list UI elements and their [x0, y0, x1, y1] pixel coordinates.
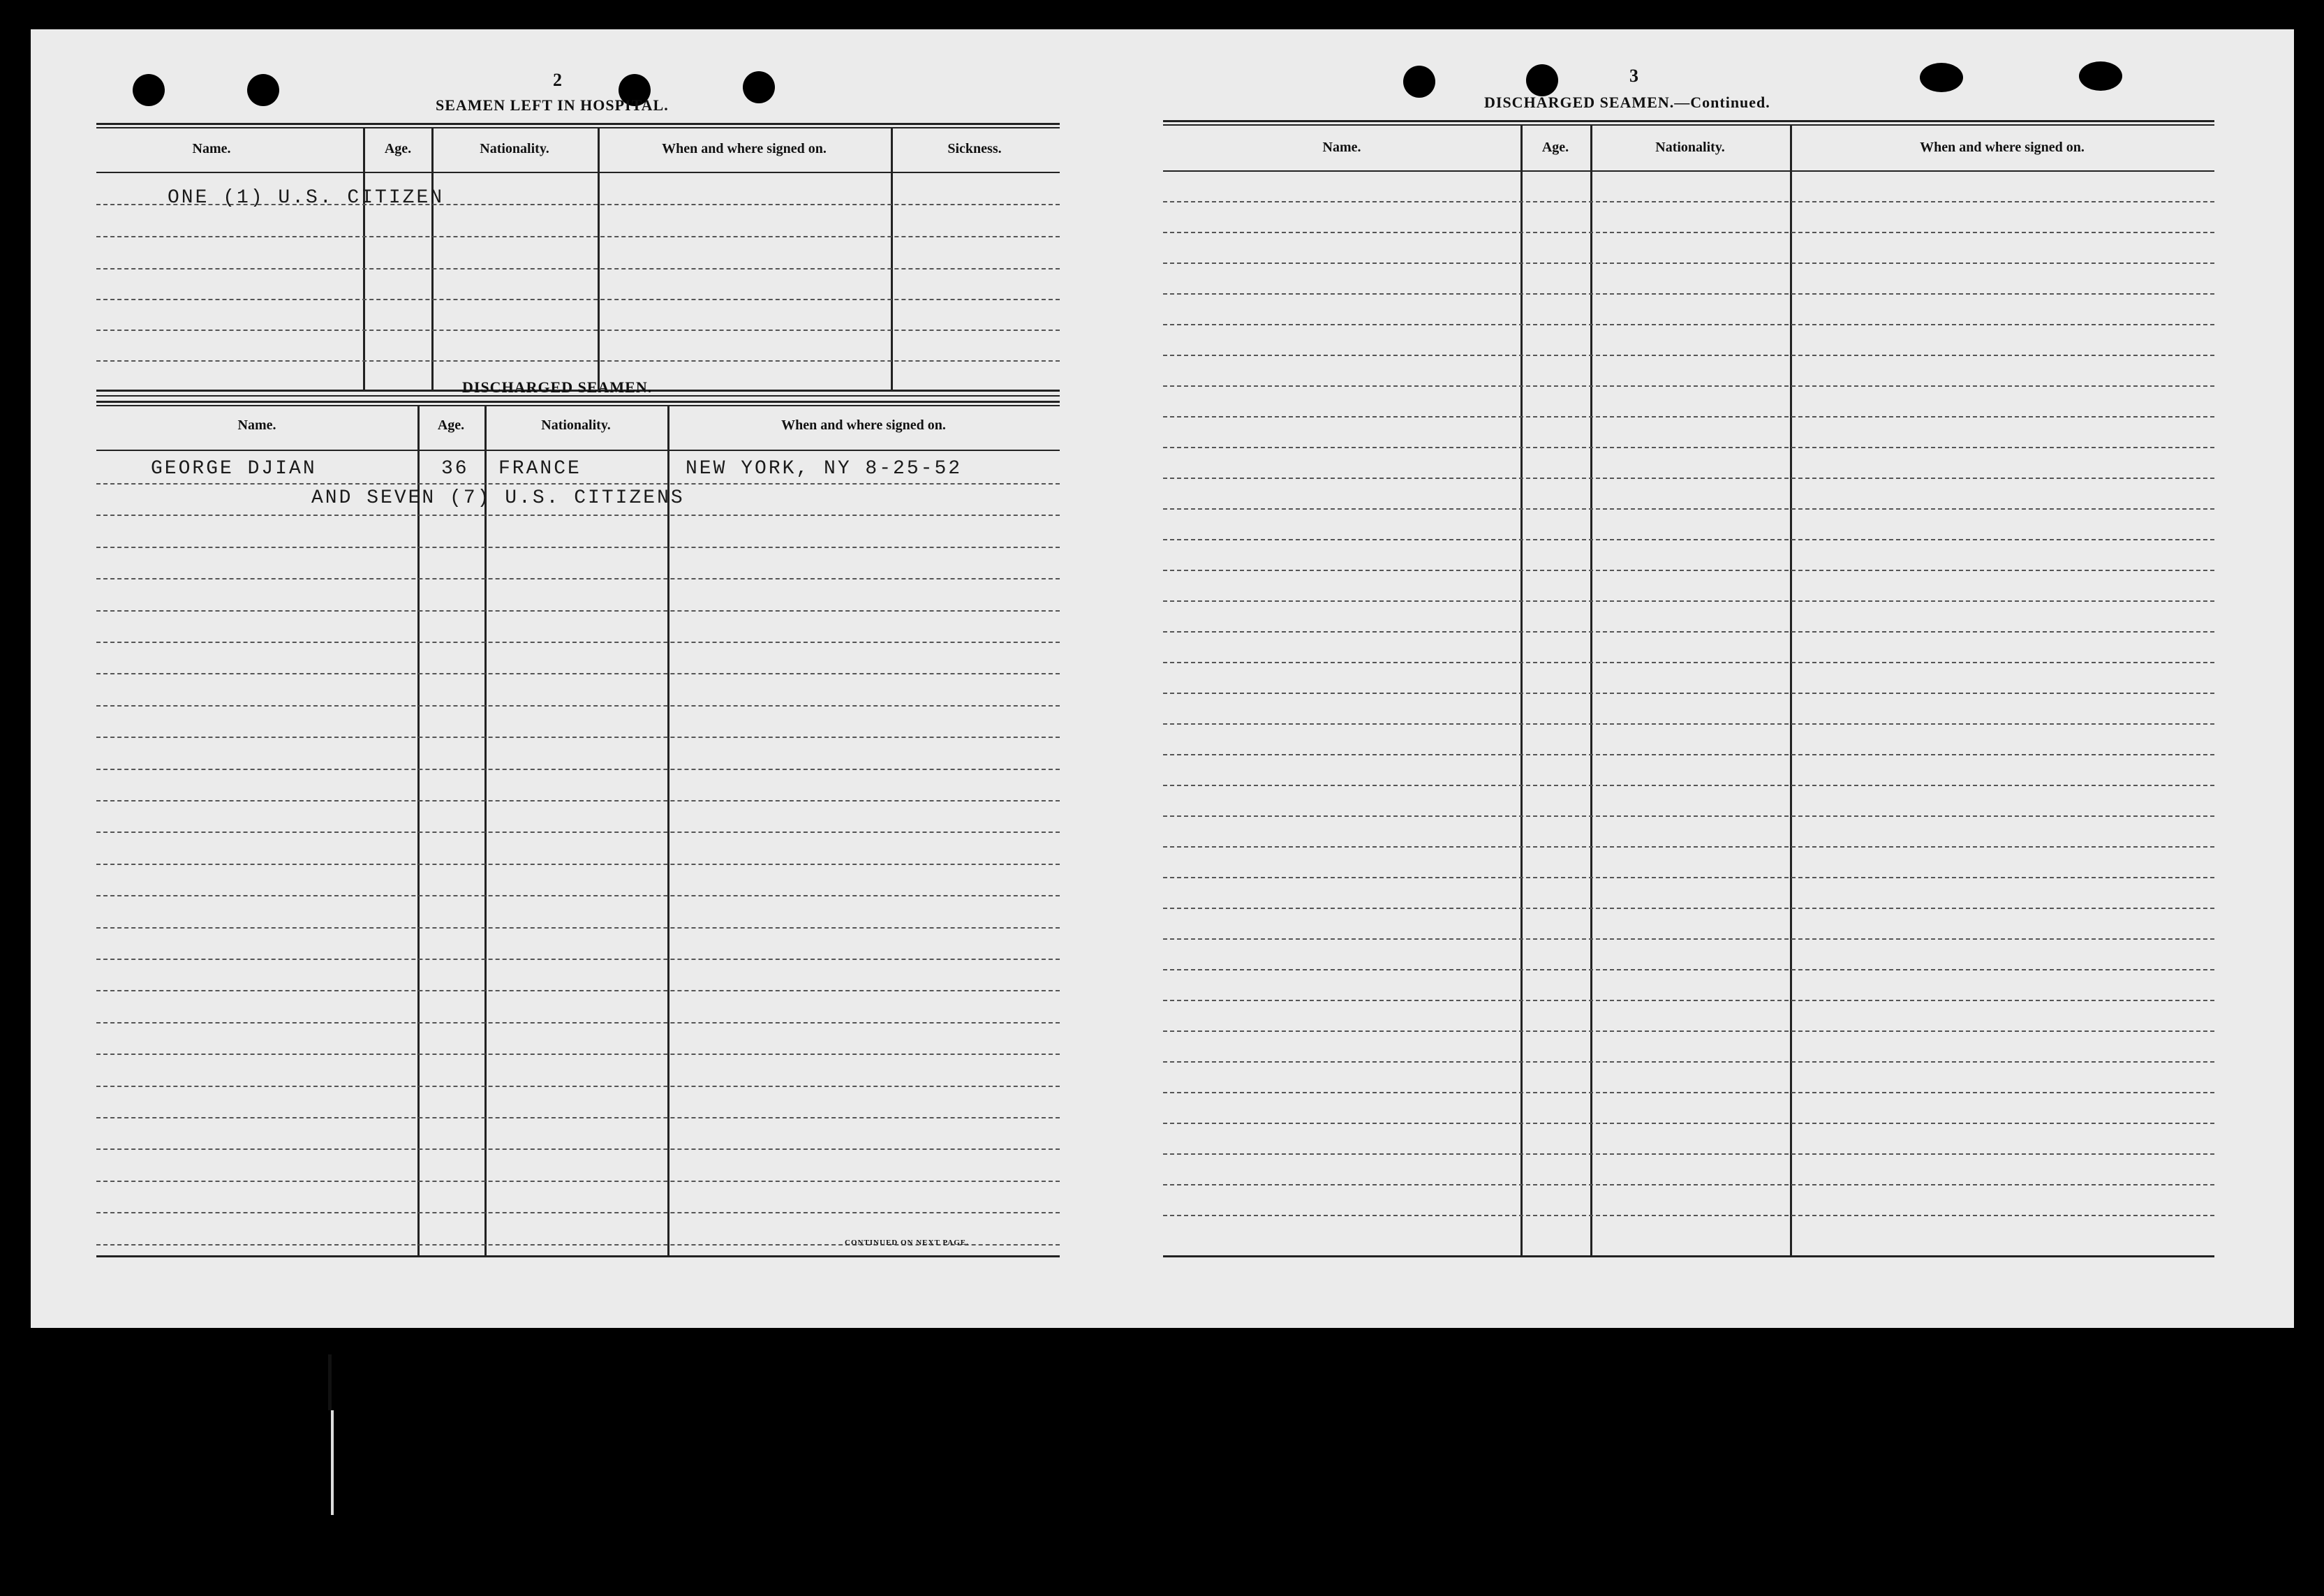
ruled-line: [1163, 815, 2214, 817]
hospital-entry: ONE (1) U.S. CITIZEN: [168, 187, 445, 209]
film-scratch: [331, 1410, 334, 1515]
ruled-line: [96, 1086, 1060, 1087]
seaman-age: 36: [441, 458, 469, 480]
ruled-line: [96, 959, 1060, 960]
ruled-line: [96, 832, 1060, 833]
col-header-signed-on: When and where signed on.: [781, 418, 946, 433]
right-section-title: DISCHARGED SEAMEN.—Continued.: [1484, 94, 1770, 111]
rule: [1163, 1255, 2214, 1257]
rule: [1163, 170, 2214, 172]
ruled-line: [1163, 263, 2214, 264]
ruled-line: [96, 737, 1060, 738]
ruled-line: [96, 299, 1060, 300]
ruled-line: [1163, 539, 2214, 540]
col-header-sickness: Sickness.: [947, 141, 1002, 156]
ruled-line: [1163, 631, 2214, 633]
page-number-left: 2: [553, 70, 562, 90]
ruled-line: [1163, 938, 2214, 940]
ruled-line: [96, 236, 1060, 237]
ruled-line: [96, 927, 1060, 929]
punch-hole: [1403, 66, 1435, 98]
ruled-line: [96, 642, 1060, 643]
col-header-age: Age.: [1541, 140, 1569, 155]
film-scratch: [328, 1354, 332, 1410]
seaman-nationality: FRANCE: [498, 458, 582, 480]
col-header-signed-on: When and where signed on.: [1920, 140, 2085, 155]
ruled-line: [96, 990, 1060, 991]
ruled-line: [96, 1148, 1060, 1150]
ruled-line: [1163, 1030, 2214, 1032]
col-header-name: Name.: [237, 418, 276, 433]
ruled-line: [1163, 570, 2214, 571]
column-divider: [667, 405, 669, 1257]
ruled-line: [96, 895, 1060, 896]
ruled-line: [96, 800, 1060, 801]
continuation-entry: AND SEVEN (7) U.S. CITIZENS: [311, 487, 685, 509]
punch-hole: [1920, 63, 1963, 92]
rule: [96, 1255, 1060, 1257]
ruled-line: [1163, 293, 2214, 295]
ruled-line: [1163, 1153, 2214, 1155]
rule: [1163, 124, 2214, 126]
col-header-age: Age.: [384, 141, 412, 156]
ruled-line: [96, 1181, 1060, 1182]
ruled-line: [96, 769, 1060, 770]
ruled-line: [1163, 600, 2214, 602]
discharged-section-title: DISCHARGED SEAMEN.: [462, 378, 653, 396]
ruled-line: [96, 1054, 1060, 1055]
column-divider: [363, 127, 365, 390]
col-header-nationality: Nationality.: [480, 141, 549, 156]
rule: [96, 172, 1060, 173]
punch-hole: [2079, 61, 2122, 91]
ruled-line: [96, 705, 1060, 707]
continued-footer: CONTINUED ON NEXT PAGE.: [845, 1239, 969, 1247]
seaman-name: GEORGE DJIAN: [151, 458, 317, 480]
punch-hole: [247, 74, 279, 106]
ruled-line: [96, 864, 1060, 865]
ruled-line: [96, 515, 1060, 516]
ruled-line: [96, 610, 1060, 612]
col-header-name: Name.: [1322, 140, 1361, 155]
rule: [96, 401, 1060, 403]
ruled-line: [1163, 723, 2214, 725]
col-header-age: Age.: [437, 418, 465, 433]
col-header-signed-on: When and where signed on.: [662, 141, 827, 156]
ruled-line: [1163, 1000, 2214, 1001]
ruled-line: [1163, 508, 2214, 510]
rule: [96, 450, 1060, 451]
ruled-line: [1163, 1061, 2214, 1063]
ruled-line: [1163, 1184, 2214, 1185]
column-divider: [431, 127, 434, 390]
ruled-line: [96, 483, 1060, 485]
ruled-line: [1163, 1123, 2214, 1124]
rule: [96, 127, 1060, 128]
rule: [1163, 120, 2214, 122]
seaman-signed-on: NEW YORK, NY 8-25-52: [686, 458, 963, 480]
column-divider: [598, 127, 600, 390]
ruled-line: [96, 1022, 1060, 1024]
ruled-line: [1163, 662, 2214, 663]
punch-hole: [743, 71, 775, 103]
punch-hole: [133, 74, 165, 106]
column-divider: [417, 405, 420, 1257]
ruled-line: [96, 268, 1060, 269]
col-header-name: Name.: [192, 141, 231, 156]
rule: [96, 123, 1060, 125]
ruled-line: [96, 1117, 1060, 1118]
ruled-line: [96, 673, 1060, 674]
ruled-line: [1163, 355, 2214, 356]
ruled-line: [1163, 478, 2214, 479]
ruled-line: [1163, 693, 2214, 694]
column-divider: [484, 405, 487, 1257]
ruled-line: [1163, 385, 2214, 387]
ruled-line: [1163, 1215, 2214, 1216]
ruled-line: [1163, 969, 2214, 970]
ruled-line: [1163, 416, 2214, 418]
rule: [96, 405, 1060, 406]
column-divider: [891, 127, 893, 390]
ruled-line: [1163, 1092, 2214, 1093]
page-number-right: 3: [1629, 66, 1638, 86]
ruled-line: [1163, 877, 2214, 878]
ruled-line: [96, 547, 1060, 548]
ruled-line: [1163, 846, 2214, 848]
ruled-line: [1163, 785, 2214, 786]
ruled-line: [1163, 324, 2214, 325]
ruled-line: [1163, 754, 2214, 755]
ruled-line: [96, 578, 1060, 579]
ruled-line: [96, 360, 1060, 362]
punch-hole: [1526, 64, 1558, 96]
document-sheet: [31, 29, 2294, 1328]
ruled-line: [96, 1212, 1060, 1213]
ruled-line: [1163, 201, 2214, 202]
ruled-line: [1163, 908, 2214, 909]
ruled-line: [1163, 232, 2214, 233]
col-header-nationality: Nationality.: [541, 418, 611, 433]
ruled-line: [1163, 447, 2214, 448]
ruled-line: [96, 330, 1060, 331]
hospital-section-title: SEAMEN LEFT IN HOSPITAL.: [436, 96, 669, 114]
col-header-nationality: Nationality.: [1655, 140, 1725, 155]
